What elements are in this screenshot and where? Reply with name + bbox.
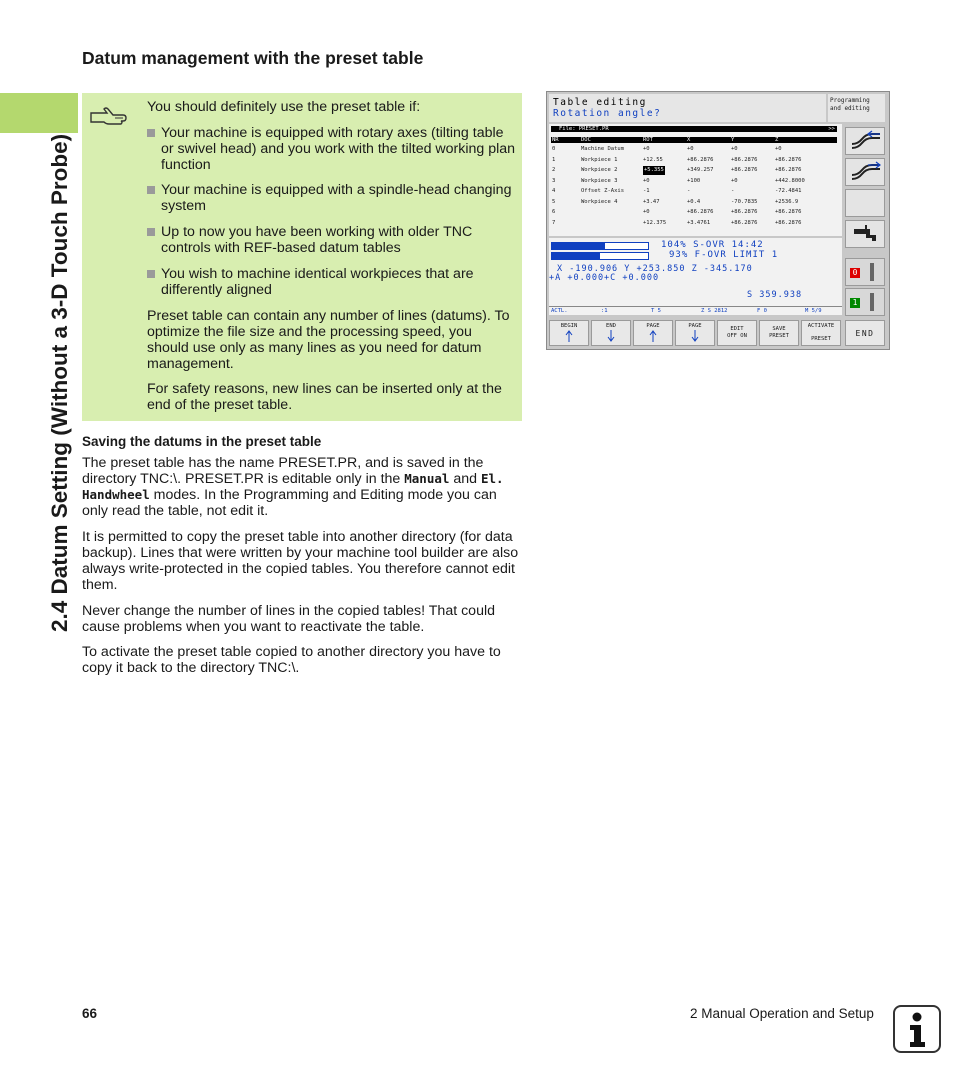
screen-title: Table editing xyxy=(553,97,647,108)
status-tool: T 5 xyxy=(651,308,661,314)
softkey-activate-preset[interactable]: ACTIVATE PRESET xyxy=(801,320,841,346)
status-datum: :1 xyxy=(601,308,608,314)
preset-table xyxy=(549,124,842,236)
s-override-fill xyxy=(552,243,605,249)
chapter-side-title: 2.4 Datum Setting (Without a 3-D Touch Probe) xyxy=(47,133,72,632)
table-header: NR DOC ROT X Y Z xyxy=(551,137,837,143)
note-paragraph: For safety reasons, new lines can be inserted only at the end of the preset table. xyxy=(147,381,502,413)
side-button-2[interactable] xyxy=(845,158,885,186)
softkey-save-preset[interactable]: SAVE PRESET xyxy=(759,320,799,346)
side-button-1[interactable] xyxy=(845,127,885,155)
page-number: 66 xyxy=(82,1006,98,1021)
note-intro: You should definitely use the preset table if: xyxy=(147,99,421,115)
note-bullet: You wish to machine identical workpieces that are differently aligned xyxy=(161,266,517,298)
screen-mode: Programming and editing xyxy=(828,94,885,122)
side-button-3[interactable] xyxy=(845,189,885,217)
softkey-edit[interactable]: EDIT OFF ON xyxy=(717,320,757,346)
status-actl: ACTL. xyxy=(551,308,568,314)
softkey-page-up[interactable]: PAGE xyxy=(633,320,673,346)
body-paragraph: The preset table has the name PRESET.PR, and is saved in the directory TNC:\. PRESET.PR is editable only in the Manual and El. Handwheel modes. In the Programming and Editing mode you can only read the table, not edit it. xyxy=(82,455,504,519)
note-paragraph: Preset table can contain any number of lines (datums). To optimize the file size and the processing speed, you should use only as many lines as you need for datum management. xyxy=(147,308,510,372)
table-row[interactable]: 5 Workpiece 4 +3.47 +0.4 -70.7835 +2536.9 xyxy=(552,198,799,205)
status-m: M 5/9 xyxy=(805,308,822,314)
table-row[interactable]: 7 +12.375 +3.4761 +86.2876 +86.2876 xyxy=(552,219,802,226)
spindle-start-button[interactable]: 1 xyxy=(845,288,885,316)
status-display xyxy=(549,238,842,315)
s-override-text: 104% S-OVR 14:42 xyxy=(661,240,764,250)
body-paragraph: Never change the number of lines in the copied tables! That could cause problems when you want to reactivate the table. xyxy=(82,603,496,635)
note-bullet: Your machine is equipped with a spindle-head changing system xyxy=(161,182,517,214)
softkey-end[interactable]: END xyxy=(591,320,631,346)
chapter-footer: 2 Manual Operation and Setup xyxy=(690,1006,874,1021)
table-row[interactable]: 4 Offset Z-Axis -1 - - -72.4841 xyxy=(552,188,802,194)
f-override-fill xyxy=(552,253,600,259)
table-row[interactable]: 6 +0 +86.2876 +86.2876 +86.2876 xyxy=(552,209,802,215)
coolant-button[interactable] xyxy=(845,220,885,248)
spindle-position: S 359.938 xyxy=(747,290,803,300)
subheading: Saving the datums in the preset table xyxy=(82,434,322,449)
status-feed: F 0 xyxy=(757,308,767,314)
softkey-end-exit[interactable]: END xyxy=(845,320,885,346)
spindle-stop-button[interactable]: 0 xyxy=(845,258,885,286)
body-paragraph: It is permitted to copy the preset table into another directory (for data backup). Lines that were written by your machine tool builder are also always write-protected in the copied tables. You therefore cannot edit them. xyxy=(82,529,519,593)
info-icon xyxy=(893,1005,941,1053)
softkey-begin[interactable]: BEGIN xyxy=(549,320,589,346)
table-row[interactable]: 1 Workpiece 1 +12.55 +86.2876 +86.2876 +86.2876 xyxy=(552,156,802,163)
table-row[interactable]: 2 Workpiece 2 +5.355 +349.257 +86.2876 +86.2876 xyxy=(552,167,802,173)
position-line-2: +A +0.000+C +0.000 xyxy=(549,273,660,283)
screen-prompt: Rotation angle? xyxy=(553,108,662,119)
s-override-bar xyxy=(551,242,649,250)
body-paragraph: To activate the preset table copied to another directory you have to copy it back to the directory TNC:\. xyxy=(82,644,501,676)
f-override-bar xyxy=(551,252,649,260)
file-bar: File: PRESET.PR >> xyxy=(551,126,837,132)
pointing-hand-icon xyxy=(89,101,129,127)
status-spindle: Z S 2812 xyxy=(701,308,728,314)
note-bullet: Your machine is equipped with rotary axes (tilting table or swivel head) and you work with the tilted working plan function xyxy=(161,125,517,173)
position-line-1: X -190.906 Y +253.850 Z -345.170 xyxy=(557,264,753,274)
section-title: Datum management with the preset table xyxy=(82,48,424,68)
table-row[interactable]: 0 Machine Datum +0 +0 +0 +0 xyxy=(552,146,782,152)
table-row[interactable]: 3 Workpiece 3 +0 +100 +0 +442.8000 xyxy=(552,177,805,184)
tnc-screen xyxy=(546,91,890,350)
screen-header xyxy=(549,94,826,122)
note-bullet: Up to now you have been working with older TNC controls with REF-based datum tables xyxy=(161,224,517,256)
f-override-text: 93% F-OVR LIMIT 1 xyxy=(669,250,779,260)
softkey-page-down[interactable]: PAGE xyxy=(675,320,715,346)
